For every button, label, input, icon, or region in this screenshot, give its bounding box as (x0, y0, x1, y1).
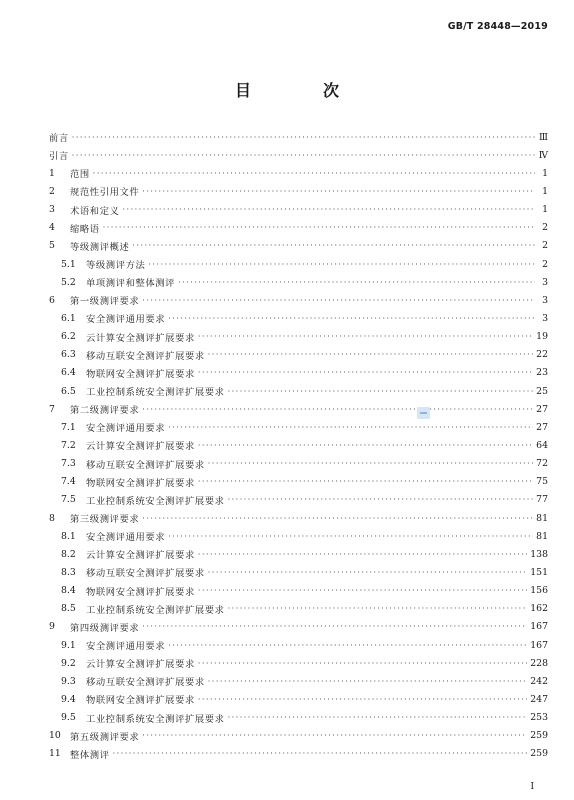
toc-entry-label: 云计算安全测评扩展要求 (86, 332, 195, 344)
toc-leader-dots (132, 241, 535, 250)
toc-entry-page: 247 (530, 693, 548, 705)
toc-entry-number: 6.5 (61, 385, 76, 397)
toc-entry-page: 1 (542, 185, 548, 197)
toc-entry[interactable] (49, 291, 548, 309)
toc-entry[interactable] (49, 436, 548, 454)
toc-entry[interactable] (49, 654, 548, 672)
toc-entry-label: 安全测评通用要求 (86, 532, 166, 544)
toc-entry-number: 10 (49, 730, 61, 742)
toc-entry-label: 安全测评通用要求 (86, 314, 166, 326)
toc-entry[interactable] (49, 346, 548, 364)
toc-entry-number: 4 (49, 222, 55, 234)
toc-leader-dots (178, 278, 535, 287)
toc-entry-page: 242 (530, 675, 548, 687)
toc-entry[interactable] (49, 545, 548, 563)
page-title: 目 次 (234, 81, 367, 100)
toc-entry[interactable] (49, 255, 548, 273)
toc-leader-dots (168, 532, 533, 541)
toc-entry-page: 23 (536, 367, 548, 379)
toc-entry[interactable] (49, 563, 548, 581)
toc-entry-page: 162 (530, 603, 548, 615)
toc-entry-page: 64 (536, 439, 548, 451)
toc-entry[interactable] (49, 455, 548, 473)
toc-entry-number: 7.4 (61, 476, 76, 488)
toc-entry-number: 9.2 (61, 657, 76, 669)
toc-entry-label: 等级测评概述 (70, 241, 130, 253)
toc-leader-dots (142, 622, 527, 631)
toc-entry-number: 1 (49, 167, 55, 179)
toc-entry-label: 安全测评通用要求 (86, 423, 166, 435)
toc-entry[interactable] (49, 128, 548, 146)
toc-entry-number: 6.2 (61, 331, 76, 343)
toc-entry[interactable] (49, 709, 548, 727)
toc-leader-dots (123, 205, 536, 214)
toc-entry-page: 228 (530, 657, 548, 669)
scan-marker-icon (417, 407, 430, 419)
toc-entry-page: 27 (536, 403, 548, 415)
toc-entry-page: 77 (536, 494, 548, 506)
toc-entry[interactable] (49, 146, 548, 164)
toc-entry[interactable] (49, 600, 548, 618)
toc-entry-label: 范围 (70, 169, 90, 181)
toc-entry[interactable] (49, 309, 548, 327)
toc-entry[interactable] (49, 418, 548, 436)
toc-leader-dots (208, 350, 533, 359)
toc-entry[interactable] (49, 328, 548, 346)
toc-entry-number: 5.1 (61, 258, 76, 270)
toc-leader-dots (198, 332, 533, 341)
toc-entry[interactable] (49, 690, 548, 708)
toc-entry-page: Ⅲ (539, 131, 548, 143)
toc-entry-number: 8.4 (61, 585, 76, 597)
toc-entry[interactable] (49, 201, 548, 219)
toc-leader-dots (72, 151, 535, 160)
toc-entry-number: 6.3 (61, 349, 76, 361)
toc-entry-page: 72 (536, 458, 548, 470)
toc-entry-number: 9.3 (61, 675, 76, 687)
toc-entry-number: 9.5 (61, 712, 76, 724)
toc-entry-label: 云计算安全测评扩展要求 (86, 441, 195, 453)
footer-page-number: Ⅰ (530, 782, 534, 792)
toc-entry-label: 移动互联安全测评扩展要求 (86, 350, 205, 362)
toc-entry-label: 移动互联安全测评扩展要求 (86, 568, 205, 580)
toc-entry[interactable] (49, 219, 548, 237)
toc-entry-page: 25 (536, 385, 548, 397)
toc-entry[interactable] (49, 164, 548, 182)
toc-leader-dots (142, 187, 535, 196)
toc-leader-dots (168, 423, 533, 432)
toc-entry-page: 167 (530, 639, 548, 651)
toc-entry-label: 第一级测评要求 (70, 296, 140, 308)
toc-leader-dots (198, 368, 533, 377)
toc-entry-label: 云计算安全测评扩展要求 (86, 659, 195, 671)
toc-leader-dots (142, 296, 535, 305)
toc-entry-number: 7 (49, 403, 55, 415)
toc-leader-dots (228, 604, 528, 613)
toc-entry-number: 8.5 (61, 603, 76, 615)
toc-entry-number: 7.2 (61, 439, 76, 451)
toc-entry-label: 整体测评 (70, 749, 110, 761)
toc-entry[interactable] (49, 618, 548, 636)
toc-entry-number: 3 (49, 204, 55, 216)
toc-entry-page: 81 (536, 530, 548, 542)
toc-entry-number: 8 (49, 512, 55, 524)
toc-leader-dots (208, 459, 533, 468)
toc-entry-label: 移动互联安全测评扩展要求 (86, 459, 205, 471)
toc-entry-page: 3 (542, 312, 548, 324)
toc-entry-number: 9.1 (61, 639, 76, 651)
toc-entry[interactable] (49, 527, 548, 545)
toc-entry-page: 3 (542, 276, 548, 288)
toc-leader-dots (228, 495, 534, 504)
toc-entry[interactable] (49, 491, 548, 509)
toc-entry-number: 8.1 (61, 530, 76, 542)
toc-entry[interactable] (49, 400, 548, 418)
toc-entry-label: 规范性引用文件 (70, 187, 140, 199)
standard-code: GB/T 28448—2019 (447, 21, 548, 32)
toc-entry-label: 工业控制系统安全测评扩展要求 (86, 387, 225, 399)
toc-entry-page: 19 (536, 331, 548, 343)
toc-entry-page: 81 (536, 512, 548, 524)
toc-entry-number: 9.4 (61, 693, 76, 705)
toc-entry-number: 7.5 (61, 494, 76, 506)
toc-entry-label: 工业控制系统安全测评扩展要求 (86, 495, 225, 507)
toc-entry-number: 2 (49, 185, 55, 197)
toc-entry-label: 云计算安全测评扩展要求 (86, 550, 195, 562)
toc-leader-dots (148, 260, 535, 269)
toc-entry-page: 253 (530, 712, 548, 724)
toc-entry-label: 前言 (49, 133, 69, 145)
toc-entry-number: 7.1 (61, 421, 76, 433)
toc-entry[interactable] (49, 672, 548, 690)
toc-entry[interactable] (49, 364, 548, 382)
toc-entry-number: 6.1 (61, 312, 76, 324)
toc-entry-label: 工业控制系统安全测评扩展要求 (86, 604, 225, 616)
toc-entry[interactable] (49, 745, 548, 763)
toc-leader-dots (198, 586, 527, 595)
toc-entry-label: 物联网安全测评扩展要求 (86, 368, 195, 380)
toc-entry-label: 物联网安全测评扩展要求 (86, 695, 195, 707)
toc-entry[interactable] (49, 582, 548, 600)
toc-entry-page: Ⅳ (538, 149, 548, 161)
toc-leader-dots (198, 441, 533, 450)
toc-entry[interactable] (49, 509, 548, 527)
toc-entry-number: 6.4 (61, 367, 76, 379)
toc-leader-dots (142, 514, 533, 523)
toc-entry-page: 75 (536, 476, 548, 488)
toc-entry-page: 3 (542, 294, 548, 306)
toc-entry-page: 167 (530, 621, 548, 633)
toc-entry-page: 156 (530, 585, 548, 597)
toc-entry-page: 22 (536, 349, 548, 361)
toc-leader-dots (228, 387, 534, 396)
toc-entry-label: 术语和定义 (70, 205, 120, 217)
toc-entry-page: 259 (530, 730, 548, 742)
toc-entry-label: 移动互联安全测评扩展要求 (86, 677, 205, 689)
toc-leader-dots (168, 641, 527, 650)
toc-leader-dots (168, 314, 535, 323)
toc-entry-page: 151 (530, 566, 548, 578)
toc-leader-dots (198, 477, 533, 486)
toc-entry-label: 第三级测评要求 (70, 514, 140, 526)
toc-entry-label: 物联网安全测评扩展要求 (86, 477, 195, 489)
toc-leader-dots (72, 133, 535, 142)
toc-leader-dots (93, 169, 535, 178)
toc-entry-page: 1 (542, 204, 548, 216)
toc-entry-number: 8.3 (61, 566, 76, 578)
toc-entry[interactable] (49, 273, 548, 291)
toc-leader-dots (208, 568, 527, 577)
toc-entry[interactable] (49, 473, 548, 491)
toc-entry-page: 27 (536, 421, 548, 433)
toc-entry-number: 6 (49, 294, 55, 306)
toc-entry-label: 第四级测评要求 (70, 622, 140, 634)
toc-entry-number: 5.2 (61, 276, 76, 288)
toc-entry-number: 8.2 (61, 548, 76, 560)
toc-entry-page: 1 (542, 167, 548, 179)
toc-entry[interactable] (49, 182, 548, 200)
toc-leader-dots (142, 405, 533, 414)
toc-entry-label: 等级测评方法 (86, 260, 146, 272)
table-of-contents (49, 128, 548, 763)
toc-entry-label: 第二级测评要求 (70, 405, 140, 417)
toc-leader-dots (198, 659, 527, 668)
toc-leader-dots (208, 677, 527, 686)
toc-entry-number: 9 (49, 621, 55, 633)
toc-entry-page: 259 (530, 748, 548, 760)
toc-leader-dots (198, 695, 527, 704)
toc-leader-dots (103, 223, 535, 232)
toc-entry-page: 138 (530, 548, 548, 560)
toc-entry-number: 5 (49, 240, 55, 252)
toc-leader-dots (228, 713, 528, 722)
toc-entry[interactable] (49, 727, 548, 745)
toc-entry[interactable] (49, 237, 548, 255)
toc-entry-page: 2 (542, 258, 548, 270)
toc-entry-page: 2 (542, 222, 548, 234)
toc-entry-label: 缩略语 (70, 223, 100, 235)
toc-entry[interactable] (49, 382, 548, 400)
toc-entry-label: 单项测评和整体测评 (86, 278, 176, 290)
toc-entry-label: 安全测评通用要求 (86, 641, 166, 652)
toc-entry-label: 物联网安全测评扩展要求 (86, 586, 195, 598)
toc-entry-label: 第五级测评要求 (70, 731, 140, 743)
toc-leader-dots (198, 550, 527, 559)
toc-entry-label: 引言 (49, 151, 69, 163)
toc-entry-label: 工业控制系统安全测评扩展要求 (86, 713, 225, 725)
toc-entry[interactable] (49, 636, 548, 654)
toc-entry-number: 11 (49, 748, 61, 760)
toc-entry-number: 7.3 (61, 458, 76, 470)
toc-leader-dots (142, 731, 527, 740)
toc-leader-dots (113, 749, 528, 758)
toc-entry-page: 2 (542, 240, 548, 252)
